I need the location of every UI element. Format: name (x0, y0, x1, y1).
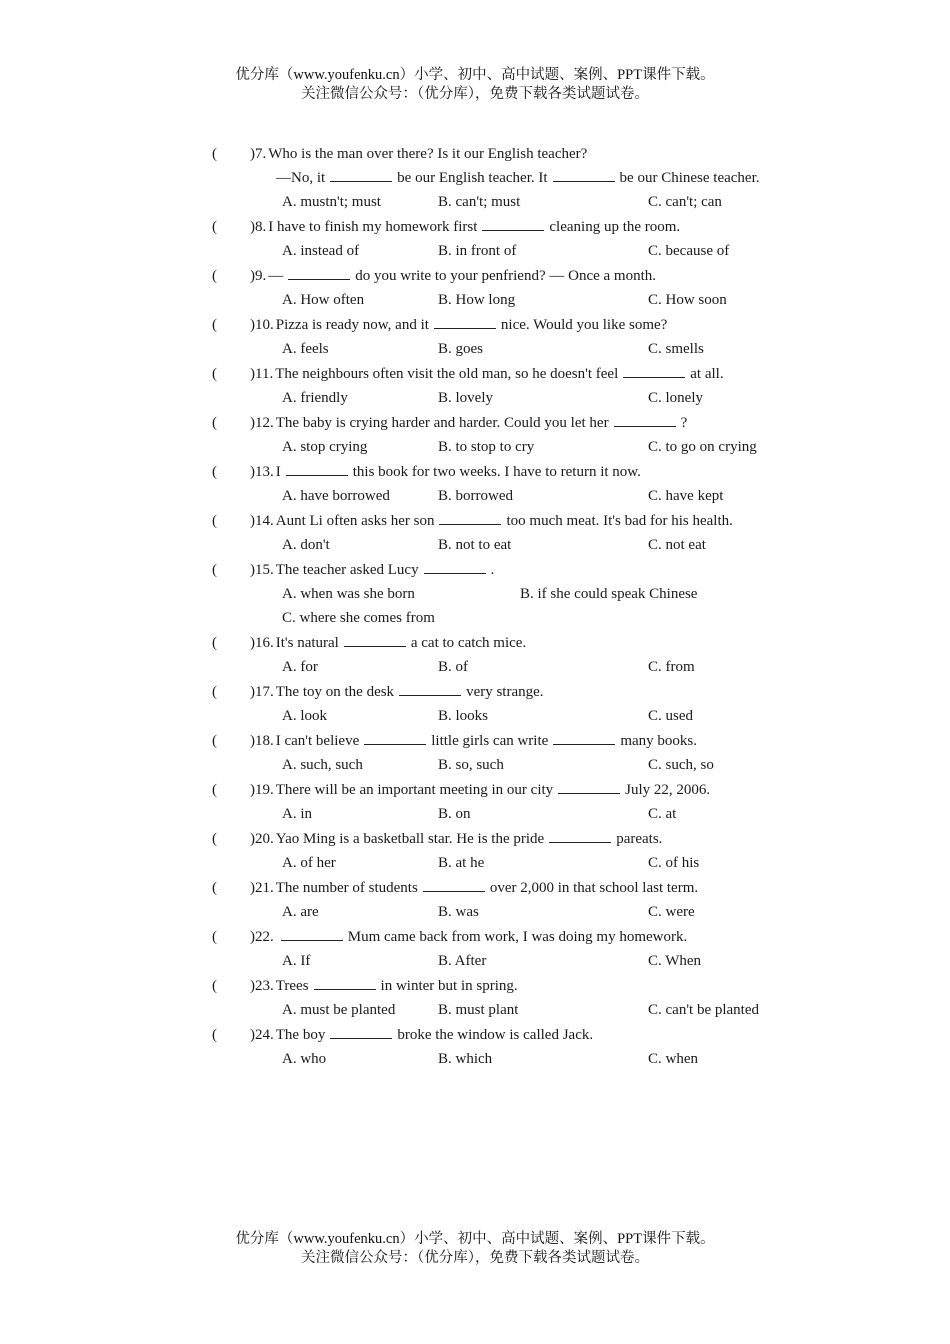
stem-text: nice. Would you like some? (500, 317, 668, 333)
question-number: )21. (250, 880, 274, 896)
option-c: C. can't be planted (648, 1002, 759, 1018)
question-number: )19. (250, 782, 274, 798)
stem-text: cleaning up the room. (549, 219, 681, 235)
answer-paren[interactable]: ( (212, 733, 217, 749)
option-c: C. from (648, 659, 695, 675)
stem-text: Pizza is ready now, and it (275, 317, 429, 333)
answer-paren[interactable]: ( (212, 513, 217, 529)
answer-blank (286, 461, 348, 476)
answer-blank (558, 779, 620, 794)
option-b: B. must plant (438, 1002, 519, 1018)
question-stem (250, 559, 494, 581)
option-b: B. which (438, 1051, 493, 1067)
answer-blank (344, 632, 406, 647)
question-item (0, 216, 950, 265)
stem-text: The baby is crying harder and harder. Could you let her (275, 415, 609, 431)
option-b: B. goes (438, 341, 483, 357)
stem-text: I have to finish my homework first (268, 219, 478, 235)
stem-text: I can't believe (275, 733, 360, 749)
option-a: A. have borrowed (282, 488, 390, 504)
answer-blank (314, 975, 376, 990)
question-stem (250, 926, 687, 948)
question-stem (250, 877, 698, 899)
question-stem (250, 412, 687, 434)
option-b: B. borrowed (438, 488, 513, 504)
stem-text: many books. (620, 733, 697, 749)
answer-paren[interactable]: ( (212, 317, 217, 333)
answer-paren[interactable]: ( (212, 978, 217, 994)
stem-text: very strange. (466, 684, 544, 700)
option-a: A. friendly (282, 390, 348, 406)
question-number: )7. (250, 146, 267, 162)
option-b: B. After (438, 953, 487, 969)
question-item (0, 632, 950, 681)
question-stem (250, 632, 526, 654)
option-b: B. How long (438, 292, 516, 308)
question-stem (250, 975, 518, 997)
stem-text: Aunt Li often asks her son (275, 513, 435, 529)
question-item (0, 314, 950, 363)
option-a: A. must be planted (282, 1002, 396, 1018)
option-b: B. can't; must (438, 194, 521, 210)
answer-paren[interactable]: ( (212, 219, 217, 235)
question-number: )16. (250, 635, 274, 651)
answer-blank (482, 216, 544, 231)
question-item (0, 265, 950, 314)
stem-text: The teacher asked Lucy (275, 562, 419, 578)
question-number: )9. (250, 268, 267, 284)
stem-text: July 22, 2006. (625, 782, 711, 798)
page-header (0, 66, 950, 104)
answer-blank (424, 559, 486, 574)
answer-blank (553, 167, 615, 182)
option-a: A. look (282, 708, 327, 724)
stem-text: at all. (690, 366, 724, 382)
question-item (0, 143, 950, 216)
question-stem (250, 461, 641, 483)
header-line-2: 关注微信公众号：（优分库），免费下载各类试题试卷。 (301, 86, 649, 102)
stem-text: this book for two weeks. I have to return it now. (352, 464, 641, 480)
option-a: A. when was she born (282, 586, 415, 602)
question-stem (250, 779, 710, 801)
answer-blank (330, 1024, 392, 1039)
option-c: C. not eat (648, 537, 706, 553)
question-stem (250, 828, 662, 850)
answer-blank (281, 926, 343, 941)
question-item (0, 828, 950, 877)
option-b: B. on (438, 806, 471, 822)
answer-blank (288, 265, 350, 280)
stem-text: Who is the man over there? Is it our English teacher? (268, 146, 588, 162)
option-a: A. of her (282, 855, 336, 871)
question-item (0, 510, 950, 559)
answer-paren[interactable]: ( (212, 464, 217, 480)
question-stem (250, 510, 733, 532)
question-number: )22. (250, 929, 274, 945)
question-item (0, 730, 950, 779)
question-item (0, 1024, 950, 1073)
stem-text: The boy (275, 1027, 326, 1043)
question-number: )23. (250, 978, 274, 994)
option-c: C. such, so (648, 757, 714, 773)
option-c: C. used (648, 708, 693, 724)
stem-text: over 2,000 in that school last term. (489, 880, 699, 896)
answer-blank (423, 877, 485, 892)
stem-text: pareats. (616, 831, 663, 847)
stem-text: I (275, 464, 281, 480)
answer-paren[interactable]: ( (212, 562, 217, 578)
question-list (0, 143, 950, 1073)
question-number: )15. (250, 562, 274, 578)
stem-text: The number of students (275, 880, 418, 896)
option-b: B. of (438, 659, 468, 675)
option-c: C. where she comes from (282, 610, 435, 626)
option-b: B. if she could speak Chinese (520, 586, 698, 602)
answer-paren[interactable]: ( (212, 684, 217, 700)
answer-blank (623, 363, 685, 378)
option-b: B. at he (438, 855, 485, 871)
option-c: C. smells (648, 341, 704, 357)
answer-paren[interactable]: ( (212, 635, 217, 651)
option-a: A. How often (282, 292, 365, 308)
option-a: A. If (282, 953, 311, 969)
question-number: )18. (250, 733, 274, 749)
option-c: C. have kept (648, 488, 724, 504)
option-c: C. at (648, 806, 677, 822)
answer-paren[interactable]: ( (212, 268, 217, 284)
option-b: B. to stop to cry (438, 439, 535, 455)
option-c: C. can't; can (648, 194, 722, 210)
header-line-1: 优分库（www.youfenku.cn）小学、初中、高中试题、案例、PPT课件下载。 (235, 67, 715, 83)
stem-text: in winter but in spring. (380, 978, 518, 994)
option-a: A. in (282, 806, 312, 822)
answer-blank (399, 681, 461, 696)
question-stem (250, 143, 587, 165)
option-a: A. are (282, 904, 319, 920)
stem-text: The neighbours often visit the old man, so he doesn't feel (275, 366, 619, 382)
footer-line-1: 优分库（www.youfenku.cn）小学、初中、高中试题、案例、PPT课件下载。 (235, 1231, 715, 1247)
question-stem (250, 1024, 593, 1046)
question-item (0, 975, 950, 1024)
question-item (0, 926, 950, 975)
answer-blank (439, 510, 501, 525)
option-a: A. don't (282, 537, 330, 553)
question-stem-line2 (276, 167, 760, 189)
stem-text: little girls can write (431, 733, 549, 749)
stem-text: Mum came back from work, I was doing my homework. (347, 929, 688, 945)
question-stem (250, 363, 724, 385)
option-c: C. When (648, 953, 702, 969)
question-stem (250, 681, 544, 703)
option-c: C. because of (648, 243, 730, 259)
stem-text: . (490, 562, 495, 578)
option-a: A. stop crying (282, 439, 368, 455)
question-number: )20. (250, 831, 274, 847)
answer-paren[interactable]: ( (212, 366, 217, 382)
question-item (0, 559, 950, 632)
option-b: B. not to eat (438, 537, 512, 553)
stem-text: The toy on the desk (275, 684, 395, 700)
question-stem (250, 730, 697, 752)
stem-text: ? (680, 415, 688, 431)
answer-paren[interactable]: ( (212, 782, 217, 798)
stem-text: be our Chinese teacher. (619, 170, 760, 186)
question-number: )11. (250, 366, 274, 382)
answer-paren[interactable]: ( (212, 146, 217, 162)
answer-blank (553, 730, 615, 745)
stem-text: broke the window is called Jack. (397, 1027, 594, 1043)
answer-blank (330, 167, 392, 182)
answer-blank (549, 828, 611, 843)
answer-paren[interactable]: ( (212, 1027, 217, 1043)
question-stem (250, 314, 667, 336)
question-item (0, 363, 950, 412)
stem-text: a cat to catch mice. (410, 635, 527, 651)
answer-paren[interactable]: ( (212, 831, 217, 847)
answer-paren[interactable]: ( (212, 880, 217, 896)
stem-text: be our English teacher. It (397, 170, 548, 186)
question-number: )13. (250, 464, 274, 480)
stem-text: Yao Ming is a basketball star. He is the pride (275, 831, 545, 847)
option-c: C. How soon (648, 292, 727, 308)
answer-blank (434, 314, 496, 329)
stem-text: Trees (275, 978, 309, 994)
question-stem (250, 265, 656, 287)
footer-line-2: 关注微信公众号：（优分库），免费下载各类试题试卷。 (301, 1250, 649, 1266)
question-item (0, 779, 950, 828)
question-item (0, 461, 950, 510)
question-item (0, 877, 950, 926)
option-a: A. feels (282, 341, 329, 357)
option-c: C. to go on crying (648, 439, 757, 455)
stem-text: It's natural (275, 635, 339, 651)
option-b: B. looks (438, 708, 489, 724)
question-item (0, 681, 950, 730)
question-number: )8. (250, 219, 267, 235)
option-a: A. instead of (282, 243, 360, 259)
option-c: C. lonely (648, 390, 703, 406)
answer-blank (364, 730, 426, 745)
question-stem (250, 216, 680, 238)
stem-text: —No, it (276, 170, 326, 186)
option-a: A. for (282, 659, 318, 675)
answer-blank (614, 412, 676, 427)
question-number: )12. (250, 415, 274, 431)
question-item (0, 412, 950, 461)
option-b: B. was (438, 904, 479, 920)
option-a: A. mustn't; must (282, 194, 381, 210)
question-number: )17. (250, 684, 274, 700)
question-number: )10. (250, 317, 274, 333)
answer-paren[interactable]: ( (212, 929, 217, 945)
option-c: C. were (648, 904, 695, 920)
stem-text: do you write to your penfriend? — Once a month. (355, 268, 657, 284)
stem-text: There will be an important meeting in our city (275, 782, 554, 798)
page-footer (0, 1230, 950, 1268)
option-b: B. lovely (438, 390, 493, 406)
answer-paren[interactable]: ( (212, 415, 217, 431)
option-b: B. in front of (438, 243, 517, 259)
stem-text: too much meat. It's bad for his health. (506, 513, 733, 529)
question-number: )24. (250, 1027, 274, 1043)
option-a: A. such, such (282, 757, 363, 773)
option-c: C. of his (648, 855, 700, 871)
option-b: B. so, such (438, 757, 504, 773)
option-a: A. who (282, 1051, 327, 1067)
stem-text: — (268, 268, 284, 284)
option-c: C. when (648, 1051, 698, 1067)
question-number: )14. (250, 513, 274, 529)
